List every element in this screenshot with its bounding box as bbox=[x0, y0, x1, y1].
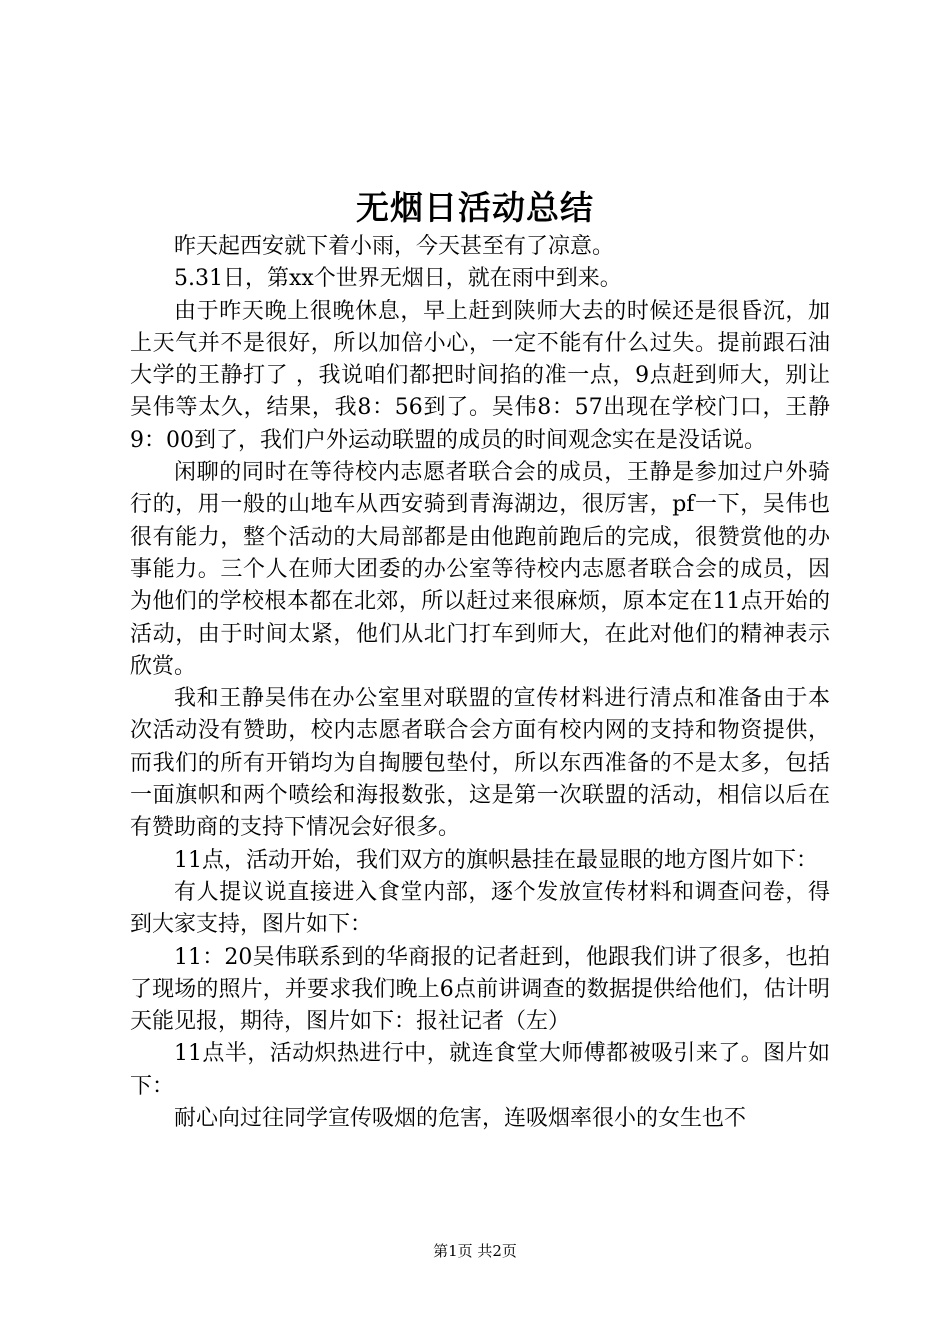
paragraph: 11：20吴伟联系到的华商报的记者赶到，他跟我们讲了很多，也拍了现场的照片，并要求我们晚上6点前讲调查的数据提供给他们，估计明天能见报，期待，图片如下：报社记者（左） bbox=[130, 944, 830, 1035]
paragraph: 由于昨天晚上很晚休息，早上赶到陕师大去的时候还是很昏沉，加上天气并不是很好，所以加倍小心，一定不能有什么过失。提前跟石油大学的王静打了 ，我说咱们都把时间掐的准一点，9点赶到师大，别让吴伟等太久，结果，我8：56到了。吴伟8：57出现在学校门口，王静9：00到了，我们户外运动联盟的成员的时间观念实在是没话说。 bbox=[130, 298, 830, 453]
paragraph: 有人提议说直接进入食堂内部，逐个发放宣传材料和调查问卷，得到大家支持，图片如下： bbox=[130, 879, 830, 938]
paragraph: 5.31日，第xx个世界无烟日，就在雨中到来。 bbox=[174, 266, 622, 292]
paragraph: 昨天起西安就下着小雨，今天甚至有了凉意。 bbox=[174, 234, 615, 259]
document-body bbox=[130, 231, 830, 1135]
paragraph: 闲聊的同时在等待校内志愿者联合会的成员，王静是参加过户外骑行的，用一般的山地车从西安骑到青海湖边，很厉害，pf一下，吴伟也很有能力，整个活动的大局部都是由他跑前跑后的完成，很赞赏他的办事能力。三个人在师大团委的办公室等待校内志愿者联合会的成员，因为他们的学校根本都在北郊，所以赶过来很麻烦，原本定在11点开始的活动，由于时间太紧，他们从北门打车到师大，在此对他们的精神表示欣赏。 bbox=[130, 460, 830, 679]
paragraph: 11点半，活动炽热进行中，就连食堂大师傅都被吸引来了。图片如下： bbox=[130, 1041, 830, 1099]
page-footer: 第1页 共2页 bbox=[433, 1242, 517, 1260]
paragraph: 我和王静吴伟在办公室里对联盟的宣传材料进行清点和准备由于本次活动没有赞助，校内志愿者联合会方面有校内网的支持和物资提供，而我们的所有开销均为自掏腰包垫付，所以东西准备的不是太多，包括一面旗帜和两个喷绘和海报数张，这是第一次联盟的活动，相信以后在有赞助商的支持下情况会好很多。 bbox=[130, 686, 830, 841]
paragraph: 耐心向过往同学宣传吸烟的危害，连吸烟率很小的女生也不 bbox=[174, 1106, 747, 1132]
document-title: 无烟日活动总结 bbox=[356, 188, 594, 227]
paragraph: 11点，活动开始，我们双方的旗帜悬挂在最显眼的地方图片如下： bbox=[174, 847, 818, 873]
